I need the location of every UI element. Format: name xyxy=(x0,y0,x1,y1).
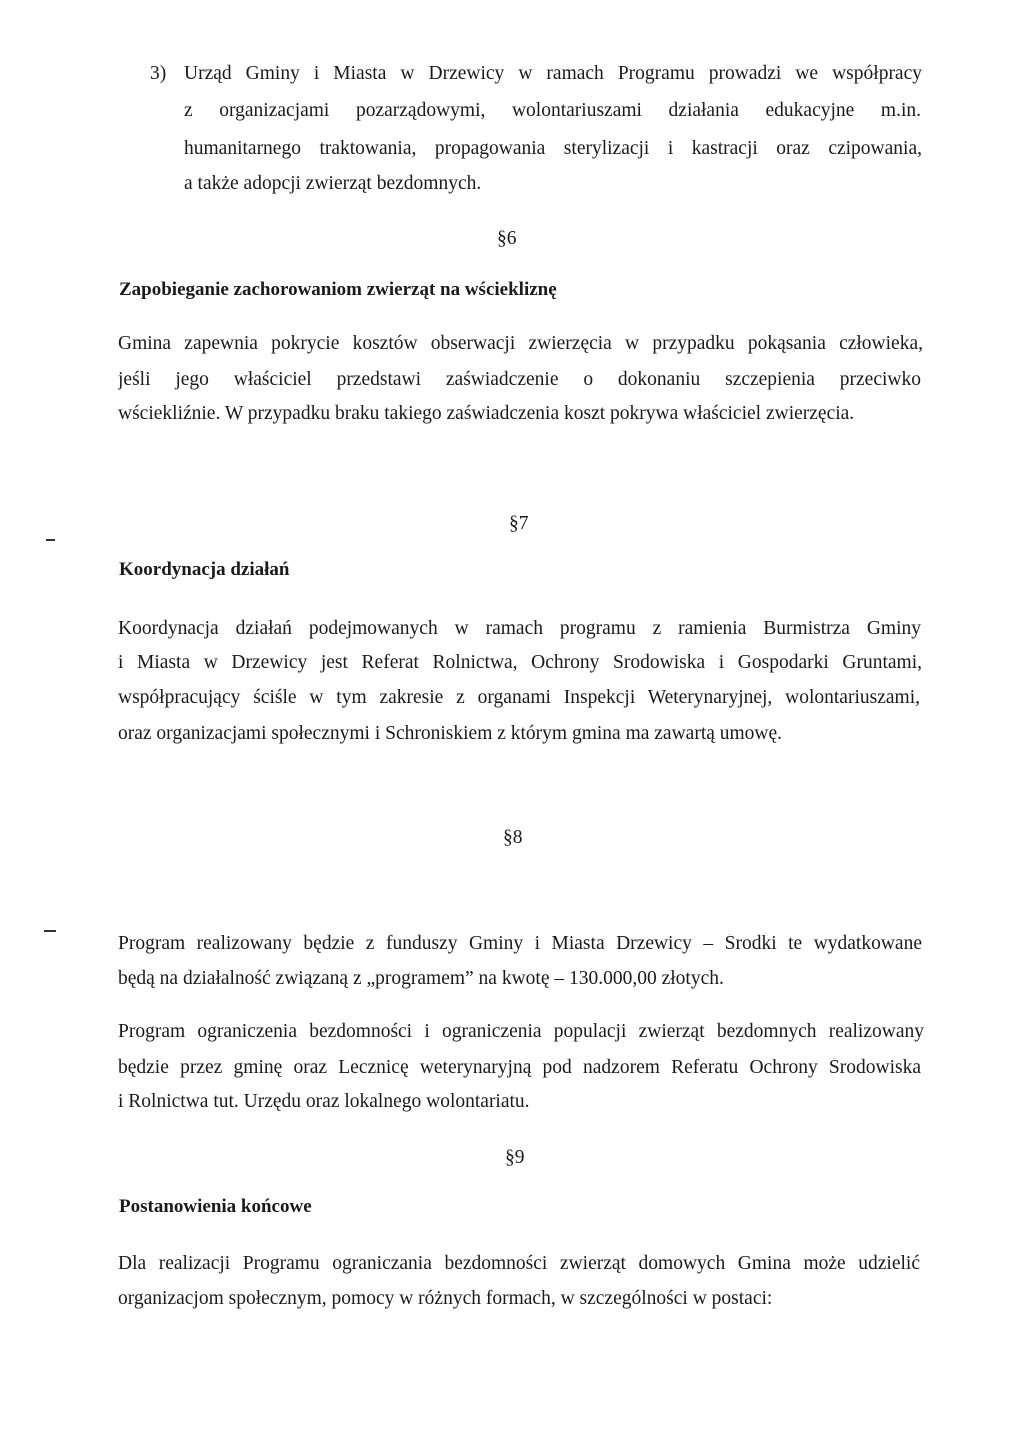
section-sign-6: §6 xyxy=(497,228,517,249)
section-sign-9: §9 xyxy=(505,1147,525,1168)
paragraph-line: Program realizowany będzie z funduszy Gminy i Miasta Drzewicy – Środki te wydatkowane xyxy=(118,934,922,954)
paragraph-line: współpracujący ściśle w tym zakresie z organami Inspekcji Weterynaryjnej, wolontariuszami, xyxy=(118,688,920,708)
list-item-line-2: z organizacjami pozarządowymi, wolontariuszami działania edukacyjne m.in. xyxy=(184,101,921,121)
list-item-line-1: Urząd Gminy i Miasta w Drzewicy w ramach Programu prowadzi we współpracy xyxy=(184,64,922,84)
paragraph-line: będą na działalność związaną z „programem” na kwotę – 130.000,00 złotych. xyxy=(118,968,724,989)
paragraph-line: i Rolnictwa tut. Urzędu oraz lokalnego wolontariatu. xyxy=(118,1091,530,1112)
section-heading-7: Koordynacja działań xyxy=(119,559,290,580)
paragraph-line: organizacjom społecznym, pomocy w różnych formach, w szczególności w postaci: xyxy=(118,1288,773,1309)
paragraph-line: jeśli jego właściciel przedstawi zaświadczenie o dokonaniu szczepienia przeciwko xyxy=(118,370,921,390)
paragraph-line: będzie przez gminę oraz Lecznicę weterynaryjną pod nadzorem Referatu Ochrony Środowiska xyxy=(118,1058,921,1078)
paragraph-line: Program ograniczenia bezdomności i ograniczenia populacji zwierząt bezdomnych realizowany xyxy=(118,1022,924,1042)
paragraph-line: Koordynacja działań podejmowanych w ramach programu z ramienia Burmistrza Gminy xyxy=(118,619,921,639)
list-item-line-3: humanitarnego traktowania, propagowania sterylizacji i kastracji oraz czipowania, xyxy=(184,139,922,159)
paragraph-line: i Miasta w Drzewicy jest Referat Rolnictwa, Ochrony Środowiska i Gospodarki Gruntami, xyxy=(118,653,922,673)
scan-artifact-mark xyxy=(44,930,56,932)
list-item-line-4: a także adopcji zwierząt bezdomnych. xyxy=(184,173,482,194)
list-item-number: 3) xyxy=(150,63,167,84)
paragraph-line: oraz organizacjami społecznymi i Schroniskiem z którym gmina ma zawartą umowę. xyxy=(118,723,783,744)
section-heading-9: Postanowienia końcowe xyxy=(119,1196,312,1217)
paragraph-line: wściekliźnie. W przypadku braku takiego zaświadczenia koszt pokrywa właściciel zwierzęcia. xyxy=(118,403,855,424)
scan-artifact-mark xyxy=(46,539,55,541)
section-sign-8: §8 xyxy=(503,827,523,848)
section-sign-7: §7 xyxy=(509,513,529,534)
section-heading-6: Zapobieganie zachorowaniom zwierząt na wściekliznę xyxy=(119,279,557,300)
paragraph-line: Gmina zapewnia pokrycie kosztów obserwacji zwierzęcia w przypadku pokąsania człowieka, xyxy=(118,334,923,354)
paragraph-line: Dla realizacji Programu ograniczania bezdomności zwierząt domowych Gmina może udzielić xyxy=(118,1254,920,1274)
